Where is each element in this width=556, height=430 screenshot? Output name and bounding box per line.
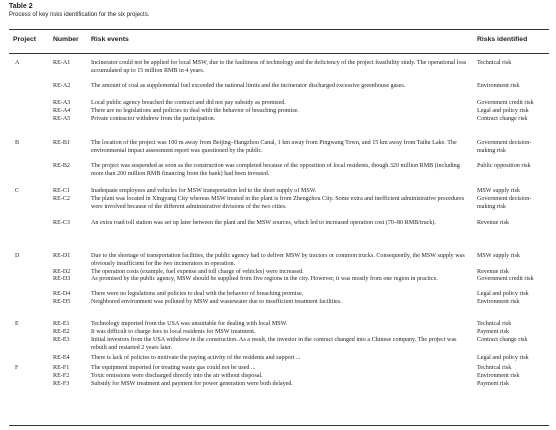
cell-risk-identified: Environment risk <box>477 373 520 379</box>
cell-number: RE-D3 <box>53 276 71 282</box>
cell-risk-identified: Legal and policy risk <box>477 291 529 297</box>
cell-risk-identified: Contract change risk <box>477 337 528 343</box>
cell-risk-event: Private contractor withdrew from the participation. <box>91 116 216 122</box>
cell-risk-identified: Government credit risk <box>477 276 534 282</box>
cell-risk-identified: Technical risk <box>477 60 512 66</box>
cell-number: RE-E1 <box>53 321 70 327</box>
cell-risk-event: Inadequate employees and vehicles for MSW transportation led to the short supply of MSW. <box>91 188 317 194</box>
cell-project: C <box>15 188 20 194</box>
cell-risk-event: Due to the shortage of transportation facilities, the public agency had to deliver MSW by tractors or common trucks. Consequently, the MSW supply was obviously insufficient for the two incinerators in operation. <box>91 253 465 267</box>
cell-number: RE-C3 <box>53 220 70 226</box>
column-header-number: Number <box>53 36 79 43</box>
cell-risk-identified: Legal and policy risk <box>477 108 529 114</box>
column-header-project: Project <box>13 36 37 43</box>
cell-number: RE-F2 <box>53 373 70 379</box>
cell-number: RE-C1 <box>53 188 70 194</box>
table-title: Process of key risks identification for the six projects. <box>9 12 150 18</box>
cell-number: RE-E3 <box>53 337 70 343</box>
cell-number: RE-A1 <box>53 60 71 66</box>
cell-risk-event: Neighbored environment was polluted by MSW and wastewater due to insufficient treatment facilities. <box>91 299 342 305</box>
cell-risk-event: An extra road toll station was set up later between the plant and the MSW sources, which led to increased operation cost (70–80 RMB/truck). <box>91 220 436 226</box>
cell-risk-event: As promised by the public agency, MSW should be supplied from five regions in the city. However, it was mostly from one region in practice. <box>91 276 438 282</box>
cell-number: RE-A5 <box>53 116 71 122</box>
cell-number: RE-F1 <box>53 365 70 371</box>
cell-risk-event: Initial investors from the USA withdrew in the construction. As a result, the investor in the contract changed into a Chinese company. The project was rebuilt and restarted 2 years later. <box>91 337 457 351</box>
cell-number: RE-A4 <box>53 108 71 114</box>
cell-risk-event: There were no legislations and policies to deal with the behavior of breaching promise. <box>91 291 304 297</box>
cell-risk-event: The equipment imported for treating waste gas could not be used ... <box>91 365 256 371</box>
cell-risk-event: The amount of coal as supplemental fuel exceeded the national limits and the incinerator discharged excessive greenhouse gases. <box>91 83 406 89</box>
cell-number: RE-B1 <box>53 140 70 146</box>
cell-risk-identified: Environment risk <box>477 83 520 89</box>
table-bottom-rule <box>9 425 549 426</box>
cell-risk-event: There is lack of policies to motivate the paying activity of the residents and support ... <box>91 355 301 361</box>
cell-number: RE-F3 <box>53 381 70 387</box>
cell-risk-event: The location of the project was 100 m away from Beijing–Hangzhou Canal, 1 km away from Pingwang Town, and 15 km away from Taihu Lake. The environmental impact assessment report was questioned by the public. <box>91 140 457 154</box>
cell-project: F <box>15 365 19 371</box>
cell-project: E <box>15 321 19 327</box>
cell-risk-event: There are no legislations and policies to deal with the behavior of breaching promise. <box>91 108 299 114</box>
table-header-rule <box>9 53 549 54</box>
cell-number: RE-D4 <box>53 291 71 297</box>
cell-risk-identified: Technical risk <box>477 321 512 327</box>
cell-risk-identified: Government decision-making risk <box>477 196 532 210</box>
table-label: Table 2 <box>9 3 33 10</box>
column-header-risks-identified: Risks identified <box>477 36 528 43</box>
cell-number: RE-D2 <box>53 269 71 275</box>
cell-risk-identified: Payment risk <box>477 329 509 335</box>
cell-project: B <box>15 140 20 146</box>
cell-risk-identified: Environment risk <box>477 299 520 305</box>
cell-risk-event: Local public agency breached the contract and did not pay subsidy as promised. <box>91 100 286 106</box>
column-header-risk-events: Risk events <box>91 36 129 43</box>
cell-number: RE-D5 <box>53 299 71 305</box>
cell-number: RE-A2 <box>53 83 71 89</box>
cell-number: RE-D1 <box>53 253 71 259</box>
cell-risk-identified: Public opposition risk <box>477 163 531 169</box>
cell-risk-event: It was difficult to charge fees to local residents for MSW treatment. <box>91 329 256 335</box>
cell-number: RE-B2 <box>53 163 70 169</box>
cell-risk-event: The operation costs (example, fuel expense and toll charge of vehicles) were increased. <box>91 269 304 275</box>
cell-number: RE-E2 <box>53 329 70 335</box>
cell-risk-event: Technology imported from the USA was unsuitable for dealing with local MSW. <box>91 321 288 327</box>
cell-risk-identified: MSW supply risk <box>477 253 520 259</box>
cell-risk-event: Incinerator could not be applied for local MSW, due to the faultiness of technology and the deficiency of the project feasibility study. The operational loss accumulated up to 15 million RMB in 4 years. <box>91 60 467 74</box>
cell-project: A <box>15 60 20 66</box>
cell-risk-event: The project was suspended as soon as the construction was completed because of the opposition of local residents, though 320 million RMB (including more than 200 million RMB financing from the bank) had been invested. <box>91 163 460 177</box>
cell-number: RE-E4 <box>53 355 70 361</box>
cell-risk-identified: Revenue risk <box>477 220 509 226</box>
cell-risk-identified: Government credit risk <box>477 100 534 106</box>
cell-risk-identified: Contract change risk <box>477 116 528 122</box>
cell-risk-identified: MSW supply risk <box>477 188 520 194</box>
cell-risk-event: The plant was located in Xingyang City whereas MSW treated in the plant is from Zhengzhou City. Some extra and inefficient administrative procedures were involved because of the different administrative divisions of the two cities. <box>91 196 465 210</box>
cell-risk-identified: Revenue risk <box>477 269 509 275</box>
cell-risk-identified: Government decision-making risk <box>477 140 532 154</box>
cell-risk-identified: Payment risk <box>477 381 509 387</box>
cell-number: RE-A3 <box>53 100 71 106</box>
cell-risk-event: Toxic emissions were discharged directly into the air without disposal. <box>91 373 263 379</box>
table-page <box>9 0 549 430</box>
table-top-rule <box>9 29 549 30</box>
cell-number: RE-C2 <box>53 196 70 202</box>
cell-risk-identified: Legal and policy risk <box>477 355 529 361</box>
cell-risk-identified: Technical risk <box>477 365 512 371</box>
cell-risk-event: Subsidy for MSW treatment and payment for power generation were both delayed. <box>91 381 293 387</box>
cell-project: D <box>15 253 20 259</box>
